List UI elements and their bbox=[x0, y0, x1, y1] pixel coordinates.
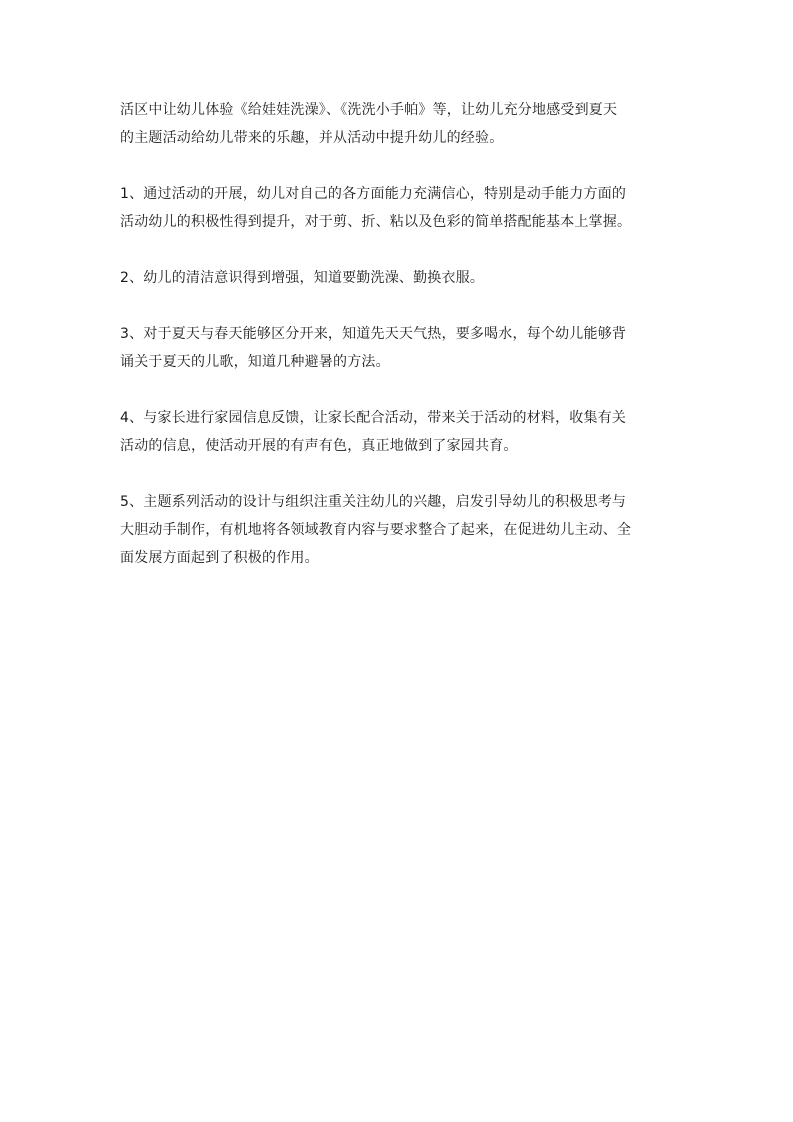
paragraph-line: 2、幼儿的清洁意识得到增强，知道要勤洗澡、勤换衣服。 bbox=[120, 270, 485, 286]
paragraph-intro bbox=[120, 96, 676, 152]
paragraph-line: 面发展方面起到了积极的作用。 bbox=[120, 550, 319, 566]
paragraph-line: 活区中让幼儿体验《给娃娃洗澡》、《洗洗小手帕》等，让幼儿充分地感受到夏天 bbox=[120, 102, 618, 118]
paragraph-line: 大胆动手制作，有机地将各领域教育内容与要求整合了起来，在促进幼儿主动、全 bbox=[120, 522, 632, 538]
paragraph-line: 的主题活动给幼儿带来的乐趣，并从活动中提升幼儿的经验。 bbox=[120, 130, 504, 146]
document-body bbox=[120, 96, 676, 600]
paragraph-line: 1、通过活动的开展，幼儿对自己的各方面能力充满信心，特别是动手能力方面的 bbox=[120, 186, 627, 202]
paragraph-line: 5、主题系列活动的设计与组织注重关注幼儿的兴趣，启发引导幼儿的积极思考与 bbox=[120, 494, 627, 510]
paragraph-item-1 bbox=[120, 180, 676, 236]
paragraph-item-5 bbox=[120, 488, 676, 572]
paragraph-line: 活动的信息，使活动开展的有声有色，真正地做到了家园共育。 bbox=[120, 438, 518, 454]
paragraph-line: 3、对于夏天与春天能够区分开来，知道先天天气热，要多喝水，每个幼儿能够背 bbox=[120, 326, 627, 342]
paragraph-line: 诵关于夏天的儿歌，知道几种避暑的方法。 bbox=[120, 354, 390, 370]
paragraph-line: 4、与家长进行家园信息反馈，让家长配合活动，带来关于活动的材料，收集有关 bbox=[120, 410, 627, 426]
paragraph-item-3 bbox=[120, 320, 676, 376]
paragraph-item-2 bbox=[120, 264, 676, 292]
paragraph-item-4 bbox=[120, 404, 676, 460]
paragraph-line: 活动幼儿的积极性得到提升，对于剪、折、粘以及色彩的简单搭配能基本上掌握。 bbox=[120, 214, 632, 230]
